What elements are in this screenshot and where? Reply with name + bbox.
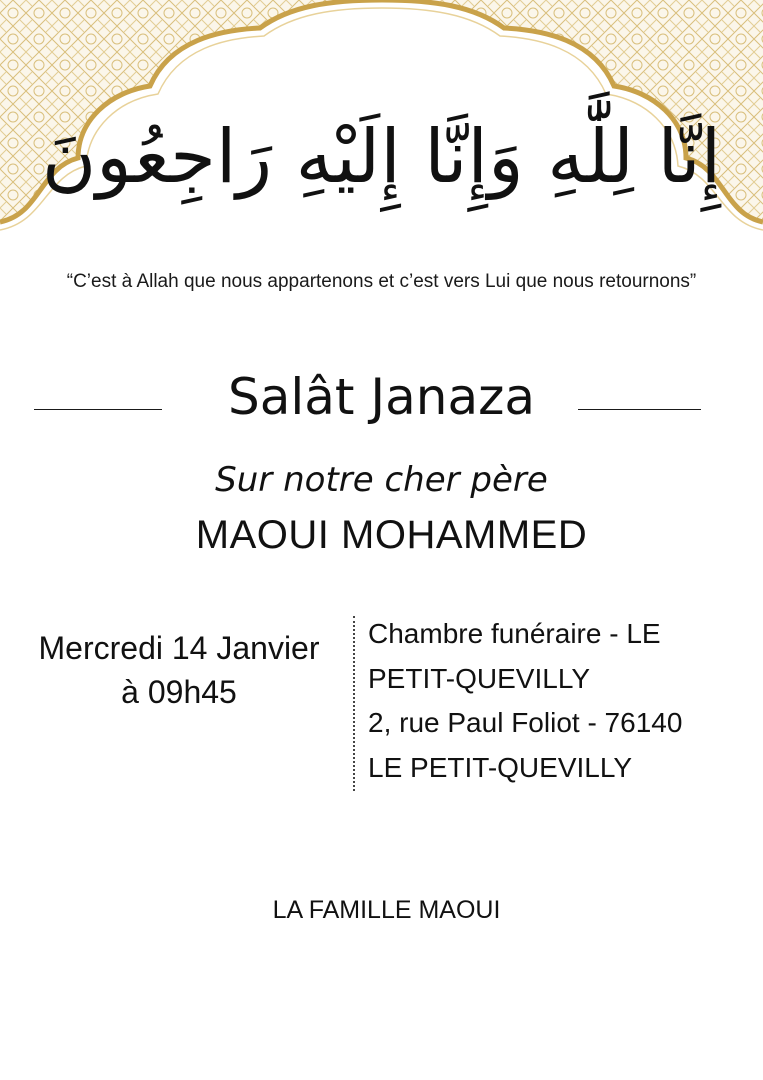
quote-text: “C’est à Allah que nous appartenons et c’est vers Lui que nous retournons”: [66, 271, 697, 292]
family-signature: LA FAMILLE MAOUI: [272, 896, 501, 924]
page-title: Salât Janaza: [227, 368, 535, 426]
location-line: PETIT-QUEVILLY: [368, 662, 590, 694]
location-line: Chambre funéraire - LE: [368, 618, 661, 649]
location-block: [368, 612, 758, 790]
location-line: LE PETIT-QUEVILLY: [368, 751, 633, 783]
time-text: à 09h45: [121, 674, 237, 710]
location-line: 2, rue Paul Foliot - 76140: [368, 707, 683, 738]
deceased-name: MAOUI MOHAMMED: [195, 513, 588, 557]
dotted-divider: [353, 616, 355, 791]
arabic-calligraphy: إِنَّا لِلَّٰهِ وَإِنَّا إِلَيْهِ رَاجِعُونَ: [41, 114, 722, 200]
date-time-block: [4, 626, 354, 714]
subtitle: Sur notre cher père: [215, 460, 548, 500]
date-text: Mercredi 14 Janvier: [38, 630, 320, 666]
